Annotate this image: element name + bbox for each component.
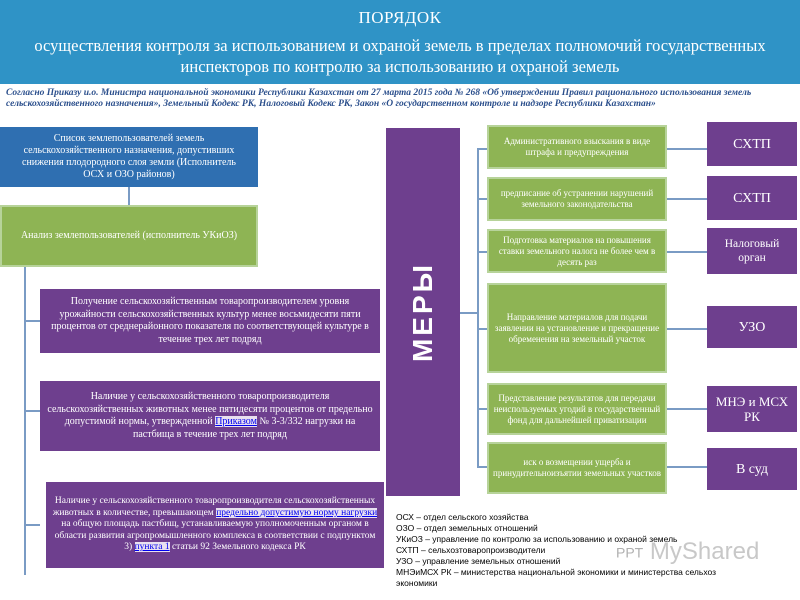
arrow-line [667, 198, 707, 200]
legal-basis: Согласно Приказу и.о. Министра национальной экономики Республики Казахстан от 27 марта 2015 года № 268 «Об утверждении Правил рационального использования земель сельскохозяйственного назначения», Земельный Кодекс РК, Налоговый Кодекс РК, Закон «О государственном контроле и надзоре Республики Казахстан» [6, 88, 752, 109]
left-trunk-line [24, 267, 26, 575]
authority-box: В суд [707, 448, 797, 490]
arrow-line [667, 251, 707, 253]
branch-line [477, 408, 487, 410]
branch-line [477, 148, 487, 150]
header-banner [0, 0, 800, 84]
page-title: ПОРЯДОК [358, 8, 442, 27]
branch-line [477, 251, 487, 253]
connector-line [128, 187, 130, 205]
branch-line [477, 466, 487, 468]
branch-line [24, 524, 40, 526]
legend-item: УКиОЗ – управление по контролю за использованию и охраной земель [396, 534, 678, 544]
criterion-text: № 3-3/332 нагрузки на пастбища в течение трех лет подряд [132, 416, 356, 440]
legend-item: УЗО – управление земельных отношений [396, 556, 561, 566]
analysis-box: Анализ землепользователей (исполнитель УКиОЗ) [0, 205, 258, 267]
authority-box: МНЭ и МСХ РК [707, 386, 797, 432]
legend-item: ОЗО – отдел земельных отношений [396, 523, 538, 533]
landuser-list-box: Список землепользователей земель сельскохозяйственного назначения, допустивших снижения плодородного слоя земли (Исполнитель ОСХ и ОЗО районов) [0, 127, 258, 187]
norm-link[interactable]: предельно допустимую норму нагрузки [216, 507, 378, 518]
measure-lawsuit-box: иск о возмещении ущерба и принудительноизъятии земельных участков [487, 442, 667, 494]
measure-encumbrance-box: Направление материалов для подачи заявлении на установление и прекращение обременения на земельный участок [487, 283, 667, 373]
connector-line [460, 312, 478, 314]
point-link[interactable]: пункта 1 [134, 542, 170, 553]
criterion-text: статьи 92 Земельного кодекса РК [169, 542, 306, 553]
branch-line [477, 198, 487, 200]
arrow-line [667, 466, 707, 468]
measure-order-box: предписание об устранении нарушений земельного законодательства [487, 177, 667, 221]
watermark-text: MyShared [649, 538, 760, 565]
legend-item: МНЭиМСХ РК – министерства национальной экономики и министерства сельхоз экономики [396, 567, 716, 588]
page-subtitle: осуществления контроля за использованием и охраной земель в пределах полномочий государственных инспекторов по контролю за использованию и охраной земель [34, 36, 766, 76]
branch-line [24, 410, 40, 412]
watermark [616, 538, 759, 566]
authority-box: СХТП [707, 176, 797, 220]
measure-transfer-box: Представление результатов для передачи неиспользуемых угодий в государственный фонд для дальнейшей приватизации [487, 383, 667, 435]
legend-item: СХТП – сельхозтоваропроизводители [396, 545, 546, 555]
criterion-livestock-high-box [46, 482, 384, 568]
order-link[interactable]: Приказом [215, 416, 257, 427]
arrow-line [667, 328, 707, 330]
arrow-line [667, 148, 707, 150]
authority-box: УЗО [707, 306, 797, 348]
authority-box: Налоговый орган [707, 228, 797, 274]
watermark-prefix: PPT [616, 544, 644, 561]
measures-box [386, 128, 460, 496]
right-trunk-line [477, 148, 479, 466]
authority-box: СХТП [707, 122, 797, 166]
criterion-yield-box: Получение сельскохозяйственным товаропроизводителем уровня урожайности сельскохозяйственных культур менее восьмидесяти пяти процентов от среднерайонного показателя по соответствующей культуре в течение трех лет подряд [40, 289, 380, 353]
criterion-livestock-low-box [40, 381, 380, 451]
legend-item: ОСХ – отдел сельского хозяйства [396, 512, 529, 522]
criterion-text: Наличие у сельскохозяйственного товаропроизводителя сельскохозяйственных животных в количестве, превышающем [52, 496, 376, 518]
measure-fine-box: Административного взыскания в виде штрафа и предупреждения [487, 125, 667, 169]
measure-tax-box: Подготовка материалов на повышения ставки земельного налога не более чем в десять раз [487, 229, 667, 273]
branch-line [24, 320, 40, 322]
criterion-text: на общую площадь пастбищ, устанавливаемую уполномоченным органом в области развития агропромышленного комплекса в соответствии с подпунктом 3) [54, 519, 376, 553]
measures-label: МЕРЫ [407, 261, 438, 363]
criterion-text: Наличие у сельскохозяйственного товаропроизводителя сельскохозяйственных животных менее пятидесяти процентов от предельно допустимой нормы, утвержденной [47, 391, 373, 427]
arrow-line [667, 408, 707, 410]
branch-line [477, 328, 487, 330]
